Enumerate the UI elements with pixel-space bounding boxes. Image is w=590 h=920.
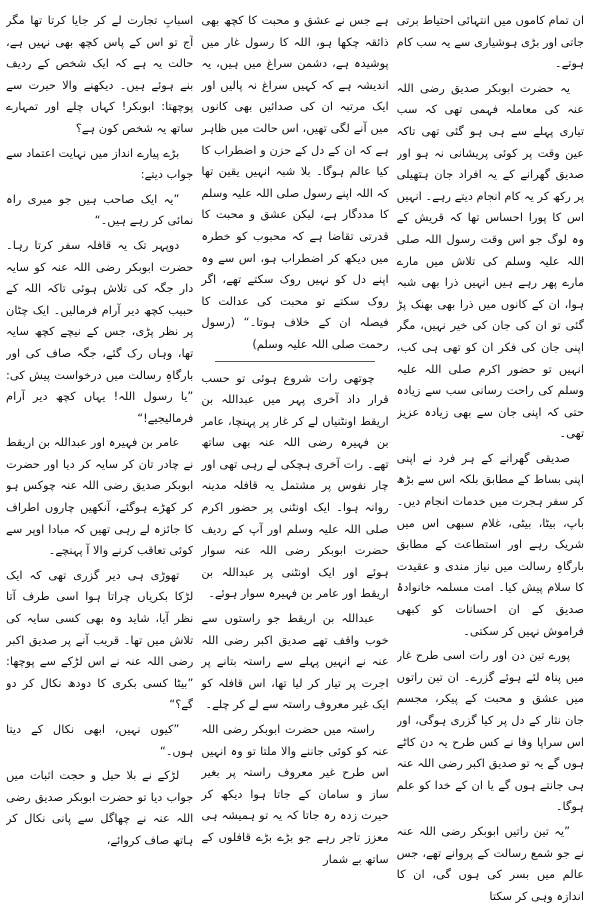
paragraph: بڑے پیارے انداز میں نہایت اعتماد سے جواب دیتے: [6,145,194,182]
paragraph: صدیقی گھرانے کے ہر فرد نے اپنی اپنی بساط کے مطابق بلکہ اس سے بڑھ کر سفر ہجرت میں خدمات انجام دیں۔ باپ، بیٹا، بیٹی، غلام سبھی اس میں شریک رہے اور استطاعت کے مطابق بارگاہِ رسالت میں نیاز مندی و عقیدت کا سلام پیش کیا۔ امت مسلمہ خانوادۂ صدیق کے ان احسانات کو کبھی فراموش نہیں کر سکتی۔ [396,450,584,638]
paragraph: عبداللہ بن اریقط جو راستوں سے خوب واقف تھے صدیق اکبر رضی اللہ عنہ نے انہیں پہلے سے راستہ بتانے پر اجرت پر تیار کر لیا تھا، اس قافلہ کو ایک غیر معروف راستہ سے لے کر چلے۔ [201,611,389,712]
column-middle [201,10,388,914]
paragraph: ان تمام کاموں میں انتہائی احتیاط برتی جاتی اور بڑی ہوشیاری سے یہ سب کام ہوتے۔ [396,13,584,71]
section-divider [215,361,374,362]
paragraph: دوپہر تک یہ قافلہ سفر کرتا رہا۔ حضرت ابوبکر رضی اللہ عنہ کو سایہ دار جگہ کی تلاش ہوئی تاکہ اللہ کے حبیب کچھ دیر آرام فرمالیں۔ ایک چٹان پر نظر پڑی، جس کے نیچے کچھ سایہ تھا، وہاں رک گئے، جگہ صاف کی اور بارگاہِ رسالت میں درخواست پیش کی: ”یا رسول اللہ! یہاں کچھ دیر آرام فرمالیجیے!“ [6,237,194,425]
paragraph: اسبابِ تجارت لے کر جایا کرتا تھا مگر آج تو اس کے پاس کچھ بھی نہیں ہے، حالت یہ ہے کہ ایک شخص کے ردیف بنے ہوئے ہیں۔ دیکھنے والا حیرت سے پوچھتا: ابوبکر! کہاں چلے اور تمہارے ساتھ یہ شخص کون ہے؟ [6,13,194,135]
paragraph: یہ حضرت ابوبکر صدیق رضی اللہ عنہ کی معاملہ فہمی تھی کہ سب تیاری پہلے سے ہی ہو گئی تھی تاکہ عین وقت پر کوئی پریشانی نہ ہو اور صدیق گھرانے کے یہ افراد جان ہتھیلی پر رکھ کر یہ کام انجام دیتے رہے۔ انہیں اس کا پورا احساس تھا کہ قریش کے وہ لوگ جو اس وقت رسول اللہ صلی اللہ علیہ وسلم کی تلاش میں مارے مارے پھر رہے ہیں انہیں ذرا بھی شبہ ہوا، ان کے کانوں میں ذرا بھی بھنک پڑ گئی تو ان کی جان کی خیر نہیں، مگر اپنی جان کی فکر ان کو تھی ہی کب، انہیں تو حضور اکرم صلی اللہ علیہ وسلم کی راحت رسانی سب سے زیادہ حتی کہ اپنی جان سے بھی زیادہ عزیز تھی۔ [396,80,584,441]
paragraph: چوتھی رات شروع ہوئی تو حسب قرار داد آخری پہر میں عبداللہ بن اریقط اونٹنیاں لے کر غار پر پہنچا، عامر بن فہیرہ رضی اللہ عنہ بھی ساتھ تھے۔ رات آخری ہچکی لے رہی تھی اور چار نفوس پر مشتمل یہ قافلہ مدینہ روانہ ہوا۔ ایک اونٹنی پر حضور اکرم صلی اللہ علیہ وسلم اور آپ کے ردیف حضرت ابوبکر رضی اللہ عنہ سوار ہوئے اور ایک اونٹنی پر عبداللہ بن اریقط اور عامر بن فہیرہ سوار ہوئے۔ [201,370,389,601]
paragraph: لڑکے نے بلا حیل و حجت اثبات میں جواب دیا تو حضرت ابوبکر صدیق رضی اللہ عنہ نے چھاگل سے پانی نکال کر ہاتھ صاف کروائے، [6,768,194,847]
paragraph: عامر بن فہیرہ اور عبداللہ بن اریقط نے چادر تان کر سایہ کر دیا اور حضرت ابوبکر صدیق رضی اللہ عنہ چوکس ہو کر کھڑے ہوگئے، آنکھیں چاروں اطراف کا جائزہ لے رہی تھیں کہ مبادا اوپر سے کوئی تعاقب کرنے والا آ پہنچے۔ [6,435,194,558]
paragraph: پورے تین دن اور رات اسی طرح غار میں پناہ لئے ہوئے گزرے۔ ان تین راتوں میں عشق و محبت کے پیکر، مجسم جان نثار کے دل پر کیا گزری ہوگی، اور اس سراپا وفا نے کس طرح یہ دن کاٹے ہوں گے یہ تو صدیق اکبر رضی اللہ عنہ ہی جانتے ہوں گے یا ان کے خدا کو علم ہوگا۔ [396,648,584,814]
paragraph: ہے جس نے عشق و محبت کا کچھ بھی ذائقہ چکھا ہو، اللہ کا رسول غار میں پوشیدہ ہے، دشمن سراغ میں ہیں، یہ اندیشہ ہے کہ کہیں سراغ نہ پالیں اور ایک مرتبہ ان کی صدائیں بھی کانوں میں آنے لگی تھیں، اس حالت میں ظاہر ہے کہ ان کے دل کے حزن و اضطراب کا کیا عالم ہوگا۔ بلا شبہ انہیں یقین تھا کہ اللہ اپنے رسول صلی اللہ علیہ وسلم کا مددگار ہے، لیکن عشق و محبت کا قدرتی تقاضا ہے کہ محبوب کو خطرہ میں دیکھ کر اضطراب ہو، اس سے وہ اپنے دل کو نہیں روک سکتے تھے، اگر روک سکتے تو محبت کی عدالت کا فیصلہ ان کے خلاف ہوتا۔“ (رسول رحمت صلی اللہ علیہ وسلم) [201,13,389,351]
column-left [6,10,193,914]
column-right [397,10,584,914]
paragraph: تھوڑی ہی دیر گزری تھی کہ ایک لڑکا بکریاں چراتا ہوا اسی طرف آتا نظر آیا، شاید وہ بھی کسی سایہ کی تلاش میں تھا۔ قریب آنے پر صدیق اکبر رضی اللہ عنہ نے اس لڑکے سے پوچھا: ”بیٹا کسی بکری کا دودھ نکال کر دو گے؟“ [6,567,194,712]
paragraph: ”یہ تین راتیں ابوبکر رضی اللہ عنہ نے جو شمع رسالت کے پروانے تھے، جس عالم میں بسر کی ہوں گی، ان کا اندازہ وہی کر سکتا [396,823,584,903]
paragraph: ”یہ ایک صاحب ہیں جو میری راہ نمائی کر رہے ہیں۔“ [6,191,194,228]
paragraph: ”کیوں نہیں، ابھی نکال کے دیتا ہوں۔“ [6,722,194,758]
paragraph: راستہ میں حضرت ابوبکر رضی اللہ عنہ کو کوئی جاننے والا ملتا تو وہ انہیں اس طرح غیر معروف راستہ پر بغیر ساز و سامان کے جاتا ہوا دیکھ کر حیرت زدہ رہ جاتا کہ یہ تو ہمیشہ ہی معزز تاجر رہے جو بڑے بڑے قافلوں کے ساتھ بے شمار [201,722,389,866]
